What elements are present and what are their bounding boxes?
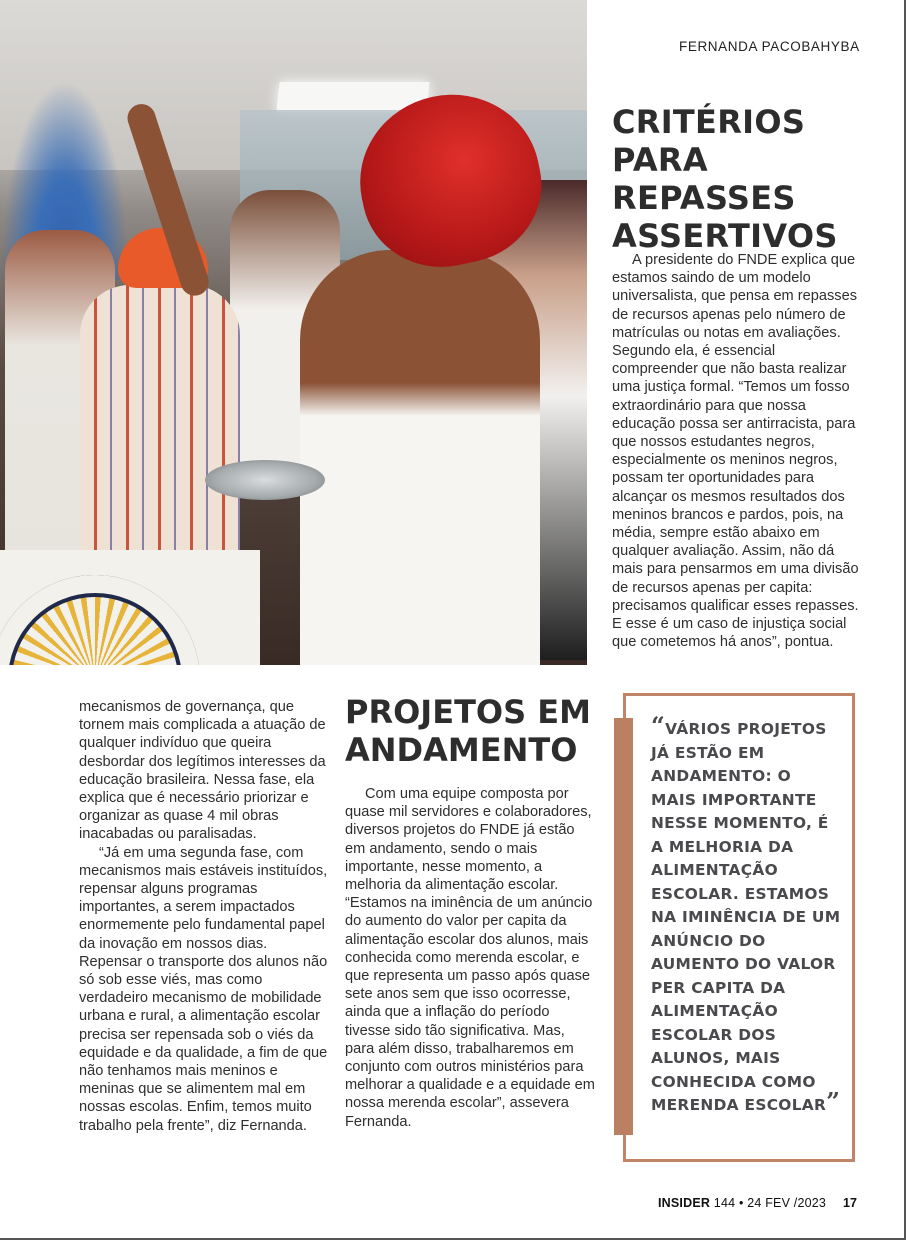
paragraph-segunda-fase: “Já em uma segunda fase, com mecanismos mais estáveis instituídos, repensar alguns programas importantes, a serem impactados enormemente pelo fundamental papel da inovação em nossos dias. Repensar o transporte dos alunos não só sob esse viés, mas como verdadeiro mecanismo de mobilidade urbana e rural, a alimentação escolar precisa ser repensada sob o viés da equidade e da qualidade, a fim de que não tenhamos mais meninos e meninas que se alimentem mal em nossas escolas. Enfim, temos muito trabalho pela frente”, diz Fernanda. [79, 844, 328, 1134]
issue-date: 24 FEV /2023 [747, 1196, 827, 1210]
article-column-left [79, 698, 329, 1135]
photo-main-woman [300, 250, 540, 665]
pull-quote-text: VÁRIOS PROJETOS JÁ ESTÃO EM ANDAMENTO: O MAIS IMPORTANTE NESSE MOMENTO, É A MELHORIA DA ALIMENTAÇÃO ESCOLAR. ESTAMOS NA IMINÊNCIA DE UM ANÚNCIO DO AUMENTO DO VALOR PER CAPITA DA ALIMENTAÇÃO ESCOLAR DOS ALUNOS, MAIS CONHECIDA COMO MERENDA ESCOLAR [651, 720, 841, 1114]
article-column-right [612, 251, 862, 651]
open-quote-icon: “ [651, 711, 666, 740]
pull-quote-accent-bar [614, 718, 633, 1135]
page-footer [658, 1196, 826, 1210]
paragraph-projetos: Com uma equipe composta por quase mil servidores e colaboradores, diversos projetos do FNDE já estão em andamento, sendo o mais importante, nesse momento, a melhoria da alimentação escolar. “Estamos na iminência de um anúncio do aumento do valor per capita da alimentação escolar dos alunos, mais conhecida como merenda escolar, e que representa um passo após quase sete anos sem que isso ocorresse, ainda que a inflação do período tivesse sido tão significativa. Mas, para além disso, trabalharemos em conjunto com outros ministérios para melhorar a qualidade e a equidade em nossa merenda escolar”, assevera Fernanda. [345, 786, 595, 1130]
article-column-middle [345, 785, 595, 1131]
pull-quote [651, 711, 841, 1118]
paragraph-governanca: mecanismos de governança, que tornem mais complicada a atuação de qualquer indivíduo que queira desbordar dos legítimos interesses da educação brasileira. Nessa fase, ela explica que é necessário priorizar e organizar as quase 4 mil obras inacabadas ou paralisadas. [79, 699, 326, 843]
close-quote-icon: ” [826, 1087, 841, 1116]
footer-separator-icon: • [738, 1196, 744, 1210]
photo-girl-striped-dress [80, 285, 240, 585]
section-heading-projetos: PROJETOS EM ANDAMENTO [345, 693, 591, 769]
article-photo [0, 0, 587, 665]
page-number: 17 [843, 1196, 857, 1210]
section-heading-criterios: CRITÉRIOS PARA REPASSES ASSERTIVOS [612, 103, 838, 255]
photo-glass-bowl [205, 460, 325, 500]
author-byline: FERNANDA PACOBAHYBA [679, 39, 860, 54]
publication-name: INSIDER [658, 1196, 711, 1210]
issue-number: 144 [713, 1196, 736, 1210]
paragraph-criterios: A presidente do FNDE explica que estamos saindo de um modelo universalista, que pensa em repasses de recursos apenas pelo número de matrículas ou notas em avaliações. Segundo ela, é essencial compreender que não basta realizar uma justiça formal. “Temos um fosso extraordinário para que nossa educação possa ser antirracista, para que nossos estudantes negros, especialmente os meninos negros, possam ter oportunidades para alcançar os mesmos resultados dos meninos brancos e pardos, pois, na média, sempre estão abaixo em qualquer avaliação. Assim, não dá mais para pensarmos em uma divisão de recursos apenas per capita: precisamos qualificar esses repasses. E esse é um caso de injustiça social que cometemos há anos”, pontua. [612, 252, 859, 651]
